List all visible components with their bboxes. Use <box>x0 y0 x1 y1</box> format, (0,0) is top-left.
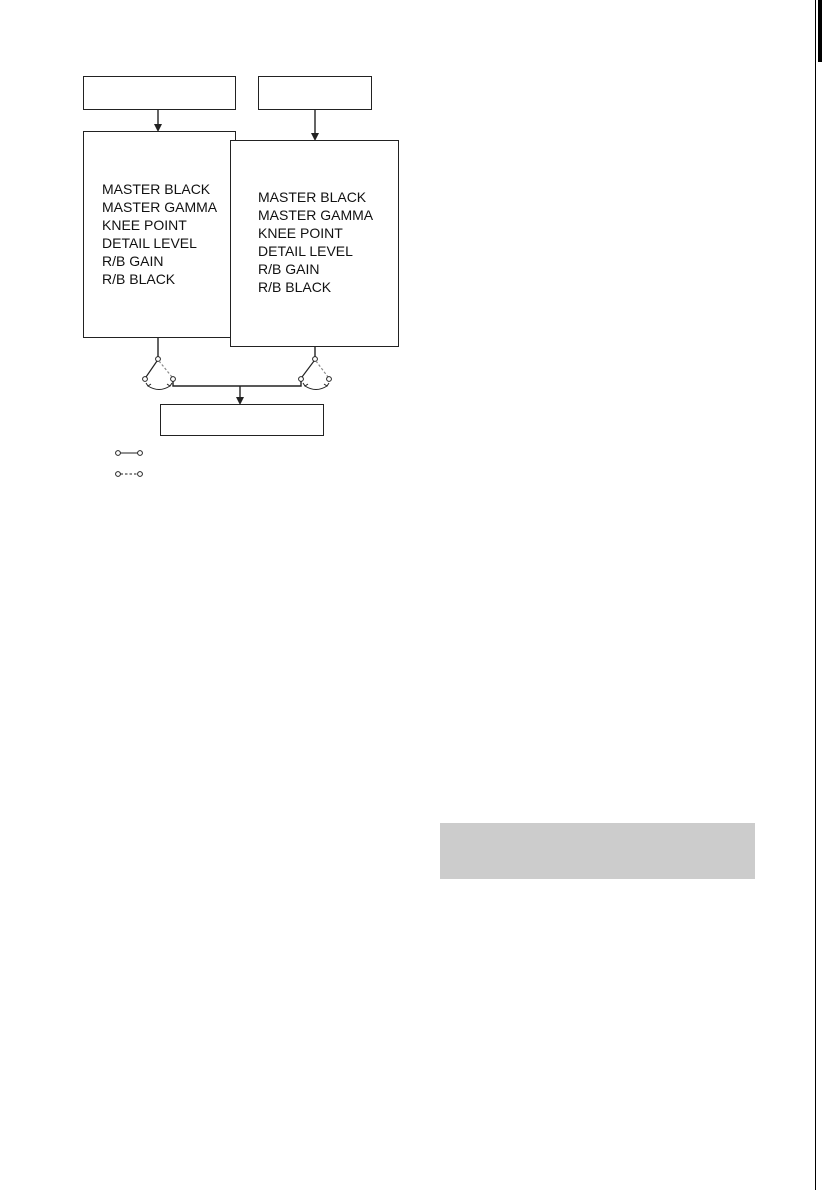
left-param-detail-level: DETAIL LEVEL <box>102 235 197 251</box>
right-param-detail-level: DETAIL LEVEL <box>258 243 353 259</box>
left-param-knee-point: KNEE POINT <box>102 217 187 233</box>
right-param-rb-black: R/B BLACK <box>258 279 332 295</box>
legend-solid-switch-icon <box>116 451 143 456</box>
left-param-master-black: MASTER BLACK <box>102 181 211 197</box>
left-param-rb-gain: R/B GAIN <box>102 253 164 269</box>
right-param-master-gamma: MASTER GAMMA <box>258 207 374 223</box>
right-selector-switch-icon <box>299 347 332 390</box>
left-selector-switch-icon <box>143 338 176 390</box>
right-param-master-black: MASTER BLACK <box>258 189 367 205</box>
left-param-master-gamma: MASTER GAMMA <box>102 199 218 215</box>
left-param-rb-black: R/B BLACK <box>102 271 176 287</box>
right-param-rb-gain: R/B GAIN <box>258 261 320 277</box>
right-param-knee-point: KNEE POINT <box>258 225 343 241</box>
output-bus-line <box>173 381 301 386</box>
legend-dashed-switch-icon <box>116 472 143 477</box>
note-panel <box>440 823 755 879</box>
